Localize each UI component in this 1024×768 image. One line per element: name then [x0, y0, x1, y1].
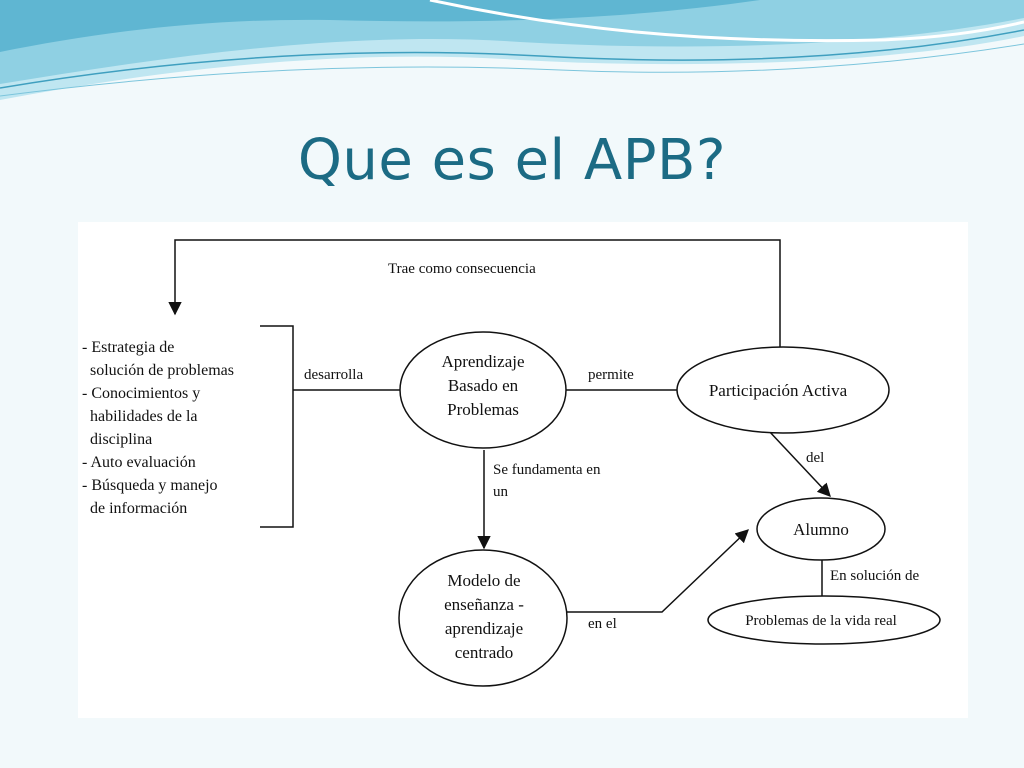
- permite-label: permite: [588, 367, 634, 383]
- alumno-label: Alumno: [793, 520, 849, 539]
- list-line-2: solución de problemas: [90, 362, 234, 379]
- modelo-line-2: enseñanza -: [444, 595, 524, 614]
- apb-line-3: Problemas: [447, 400, 519, 419]
- en-el-label: en el: [588, 616, 617, 632]
- en-solucion-label: En solución de: [830, 568, 920, 584]
- modelo-line-1: Modelo de: [447, 571, 521, 590]
- del-label: del: [806, 450, 825, 466]
- concept-map-svg: [78, 222, 968, 718]
- participacion-label: Participación Activa: [708, 381, 848, 400]
- problemas-label: Problemas de la vida real: [745, 613, 897, 629]
- apb-line-2: Basado en: [447, 376, 519, 395]
- fundamenta-label-1: Se fundamenta en: [493, 462, 601, 478]
- list-line-7: - Búsqueda y manejo: [82, 477, 218, 494]
- trae-label: Trae como consecuencia: [388, 261, 536, 277]
- decorative-wave: [0, 0, 1024, 120]
- fundamenta-label-2: un: [493, 484, 508, 500]
- list-line-8: de información: [90, 500, 188, 517]
- list-line-4: habilidades de la: [90, 408, 198, 425]
- list-bracket: [260, 326, 293, 527]
- list-line-6: - Auto evaluación: [82, 454, 196, 471]
- concept-map: [78, 222, 968, 718]
- list-line-3: - Conocimientos y: [82, 385, 201, 402]
- list-line-5: disciplina: [90, 431, 153, 448]
- modelo-line-4: centrado: [454, 643, 514, 662]
- en-el-arrow: [566, 530, 748, 612]
- list-line-1: - Estrategia de: [82, 339, 175, 356]
- slide-title: Que es el APB?: [297, 128, 727, 193]
- desarrolla-label: desarrolla: [304, 367, 364, 383]
- modelo-line-3: aprendizaje: [444, 619, 524, 638]
- apb-line-1: Aprendizaje: [441, 352, 525, 371]
